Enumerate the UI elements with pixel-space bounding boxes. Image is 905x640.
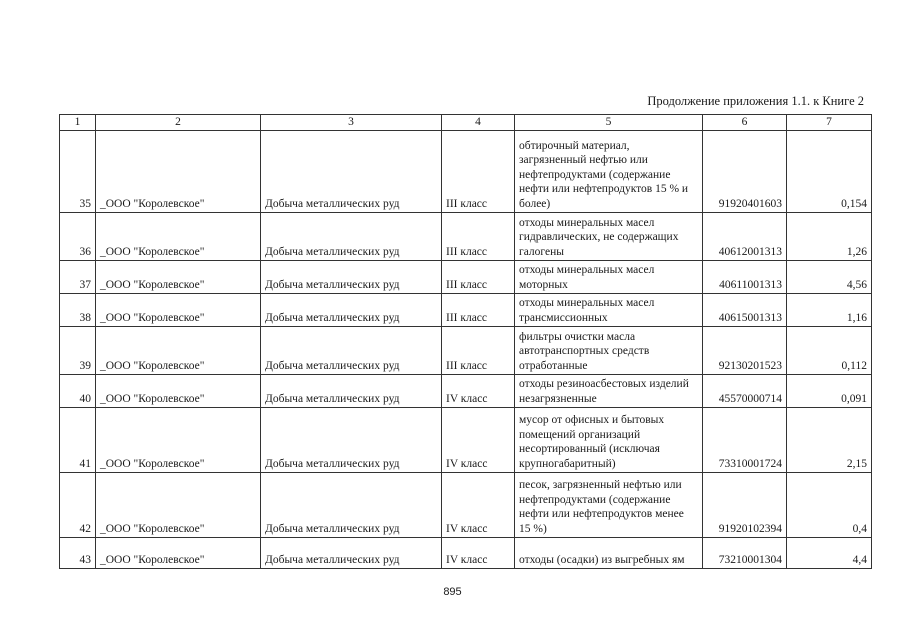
- col-header-1: 1: [60, 115, 96, 131]
- waste-code: 40615001313: [703, 294, 787, 327]
- waste-code: 45570000714: [703, 375, 787, 408]
- activity: Добыча металлических руд: [261, 131, 442, 213]
- col-header-6: 6: [703, 115, 787, 131]
- waste-amount: 1,16: [787, 294, 872, 327]
- waste-amount: 2,15: [787, 408, 872, 473]
- row-number: 42: [60, 473, 96, 538]
- row-number: 43: [60, 538, 96, 569]
- table-caption: Продолжение приложения 1.1. к Книге 2: [647, 94, 864, 108]
- row-number: 38: [60, 294, 96, 327]
- waste-code: 40611001313: [703, 261, 787, 294]
- table-row: [60, 327, 872, 375]
- waste-amount: 0,091: [787, 375, 872, 408]
- hazard-class: III класс: [442, 131, 515, 213]
- activity: Добыча металлических руд: [261, 213, 442, 261]
- activity: Добыча металлических руд: [261, 473, 442, 538]
- hazard-class: IV класс: [442, 408, 515, 473]
- organization: _ООО "Королевское": [96, 375, 261, 408]
- hazard-class: III класс: [442, 327, 515, 375]
- activity: Добыча металлических руд: [261, 261, 442, 294]
- hazard-class: IV класс: [442, 375, 515, 408]
- waste-code: 92130201523: [703, 327, 787, 375]
- organization: _ООО "Королевское": [96, 408, 261, 473]
- hazard-class: IV класс: [442, 538, 515, 569]
- waste-table: [59, 114, 872, 569]
- waste-name: песок, загрязненный нефтью или нефтепродуктами (содержание нефти или нефтепродуктов менее 15 %): [515, 473, 703, 538]
- row-number: 37: [60, 261, 96, 294]
- hazard-class: III класс: [442, 294, 515, 327]
- row-number: 36: [60, 213, 96, 261]
- table-row: [60, 473, 872, 538]
- table-row: [60, 538, 872, 569]
- col-header-4: 4: [442, 115, 515, 131]
- row-number: 39: [60, 327, 96, 375]
- activity: Добыча металлических руд: [261, 408, 442, 473]
- table-row: [60, 261, 872, 294]
- waste-name: отходы минеральных масел моторных: [515, 261, 703, 294]
- waste-amount: 4,4: [787, 538, 872, 569]
- activity: Добыча металлических руд: [261, 375, 442, 408]
- col-header-7: 7: [787, 115, 872, 131]
- table-row: [60, 131, 872, 213]
- waste-name: обтирочный материал, загрязненный нефтью или нефтепродуктами (содержание нефти или нефтепродуктов 15 % и более): [515, 131, 703, 213]
- row-number: 40: [60, 375, 96, 408]
- organization: _ООО "Королевское": [96, 538, 261, 569]
- organization: _ООО "Королевское": [96, 327, 261, 375]
- waste-code: 91920401603: [703, 131, 787, 213]
- waste-amount: 0,112: [787, 327, 872, 375]
- waste-name: отходы минеральных масел трансмиссионных: [515, 294, 703, 327]
- activity: Добыча металлических руд: [261, 294, 442, 327]
- hazard-class: III класс: [442, 261, 515, 294]
- activity: Добыча металлических руд: [261, 327, 442, 375]
- table-row: [60, 408, 872, 473]
- organization: _ООО "Королевское": [96, 294, 261, 327]
- organization: _ООО "Королевское": [96, 261, 261, 294]
- page-number: 895: [443, 586, 462, 598]
- waste-amount: 4,56: [787, 261, 872, 294]
- waste-name: отходы (осадки) из выгребных ям: [515, 538, 703, 569]
- waste-code: 40612001313: [703, 213, 787, 261]
- waste-name: отходы минеральных масел гидравлических, не содержащих галогены: [515, 213, 703, 261]
- row-number: 41: [60, 408, 96, 473]
- table-row: [60, 294, 872, 327]
- waste-code: 73310001724: [703, 408, 787, 473]
- col-header-2: 2: [96, 115, 261, 131]
- table-row: [60, 375, 872, 408]
- hazard-class: III класс: [442, 213, 515, 261]
- col-header-3: 3: [261, 115, 442, 131]
- col-header-5: 5: [515, 115, 703, 131]
- waste-name: отходы резиноасбестовых изделий незагрязненные: [515, 375, 703, 408]
- organization: _ООО "Королевское": [96, 473, 261, 538]
- organization: _ООО "Королевское": [96, 213, 261, 261]
- hazard-class: IV класс: [442, 473, 515, 538]
- waste-amount: 1,26: [787, 213, 872, 261]
- header-row: [60, 115, 872, 131]
- waste-amount: 0,4: [787, 473, 872, 538]
- waste-name: фильтры очистки масла автотранспортных средств отработанные: [515, 327, 703, 375]
- waste-amount: 0,154: [787, 131, 872, 213]
- row-number: 35: [60, 131, 96, 213]
- waste-code: 73210001304: [703, 538, 787, 569]
- table-row: [60, 213, 872, 261]
- waste-name: мусор от офисных и бытовых помещений организаций несортированный (исключая крупногабаритный): [515, 408, 703, 473]
- organization: _ООО "Королевское": [96, 131, 261, 213]
- waste-code: 91920102394: [703, 473, 787, 538]
- activity: Добыча металлических руд: [261, 538, 442, 569]
